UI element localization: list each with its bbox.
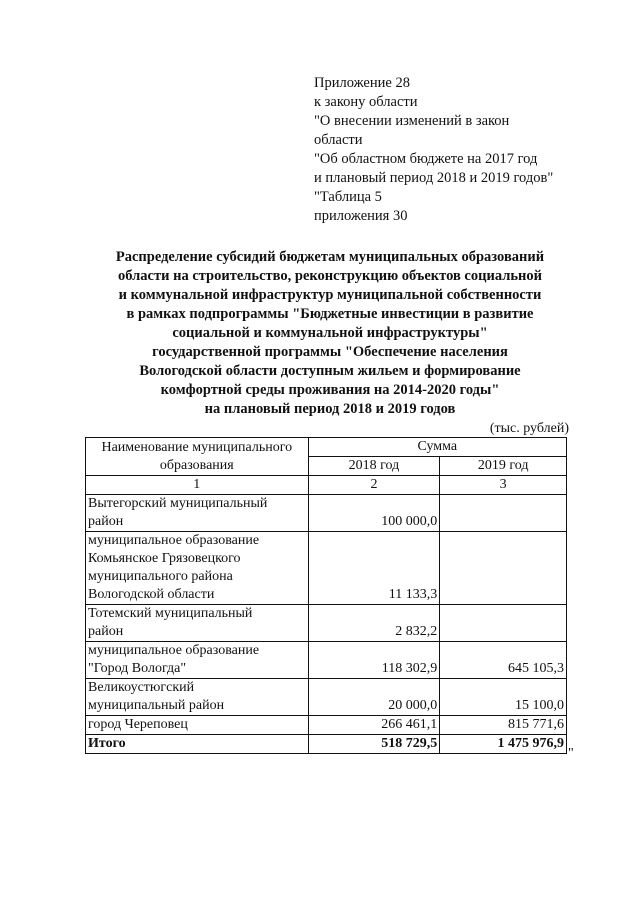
title-line: комфортной среды проживания на 2014-2020 годы" — [160, 382, 500, 398]
title-line: Распределение субсидий бюджетам муниципальных образований — [115, 249, 545, 265]
municipality-name-line: район — [88, 514, 124, 529]
column-number: 3 — [440, 476, 567, 495]
amount-2018-cell: 11 133,3 — [308, 532, 440, 605]
amount-2019-cell: 645 105,3 — [440, 642, 567, 679]
municipality-name-line: муниципального района — [88, 569, 233, 584]
municipality-name-line: район — [88, 624, 124, 639]
units-label: (тыс. рублей) — [489, 421, 569, 436]
amount-2018-cell: 2 832,2 — [308, 605, 440, 642]
total-label-cell: Итого — [86, 735, 309, 754]
title-line: области на строительство, реконструкцию объектов социальной — [118, 268, 542, 284]
title-line: в рамках подпрограммы "Бюджетные инвестиции в развитие — [126, 306, 534, 322]
amount-2019-cell — [440, 605, 567, 642]
appendix-line: "Об областном бюджете на 2017 год — [314, 151, 538, 167]
title-line: социальной и коммунальной инфраструктуры" — [172, 325, 488, 341]
municipality-name-line: Тотемский муниципальный — [88, 606, 253, 621]
amount-2018-cell: 100 000,0 — [308, 495, 440, 532]
amount-2019-cell: 15 100,0 — [440, 679, 567, 716]
total-2018-cell: 518 729,5 — [308, 735, 440, 754]
header-name-cell: Наименование муниципального образования — [86, 438, 309, 476]
table-row — [86, 495, 567, 532]
municipality-name-cell — [86, 642, 309, 679]
title-line: и коммунальной инфраструктур муниципальной собственности — [118, 287, 542, 303]
amount-2019-cell: 815 771,6 — [440, 716, 567, 735]
municipality-name-line: Комьянское Грязовецкого — [88, 551, 241, 566]
municipality-name-line: город Череповец — [88, 717, 188, 732]
document-title — [60, 248, 600, 419]
title-line: государственной программы "Обеспечение населения — [152, 344, 508, 360]
municipality-name-line: "Город Вологда" — [88, 661, 187, 676]
title-line: Вологодской области доступным жильем и формирование — [139, 363, 521, 379]
appendix-line: Приложение 28 — [314, 75, 410, 91]
appendix-line: и плановый период 2018 и 2019 годов" — [314, 170, 554, 186]
table-row — [86, 532, 567, 605]
table-row — [86, 716, 567, 735]
table-row — [86, 642, 567, 679]
municipality-name-cell — [86, 605, 309, 642]
total-2019-cell: 1 475 976,9 — [440, 735, 567, 754]
closing-quote: " — [568, 746, 574, 761]
municipality-name-cell — [86, 679, 309, 716]
appendix-line: "О внесении изменений в закон — [314, 113, 510, 129]
amount-2018-cell: 118 302,9 — [308, 642, 440, 679]
municipality-name-line: муниципальное образование — [88, 643, 260, 658]
header-year-2018: 2018 год — [308, 457, 440, 476]
appendix-line: области — [314, 132, 363, 148]
appendix-line: "Таблица 5 — [314, 189, 382, 205]
appendix-header — [314, 74, 614, 226]
table-row — [86, 679, 567, 716]
table-row — [86, 605, 567, 642]
appendix-line: приложения 30 — [314, 208, 408, 224]
total-row — [86, 735, 567, 754]
municipality-name-cell — [86, 532, 309, 605]
amount-2018-cell: 266 461,1 — [308, 716, 440, 735]
header-year-2019: 2019 год — [440, 457, 567, 476]
municipality-name-line: Великоустюгский — [88, 680, 195, 695]
title-line: на плановый период 2018 и 2019 годов — [204, 401, 456, 417]
subsidy-table — [85, 437, 567, 754]
amount-2019-cell — [440, 532, 567, 605]
amount-2019-cell — [440, 495, 567, 532]
amount-2018-cell: 20 000,0 — [308, 679, 440, 716]
header-sum-cell: Сумма — [308, 438, 566, 457]
municipality-name-line: муниципальный район — [88, 698, 225, 713]
municipality-name-line: Вологодской области — [88, 587, 215, 602]
municipality-name-cell — [86, 716, 309, 735]
appendix-line: к закону области — [314, 94, 418, 110]
header-row — [86, 438, 567, 457]
municipality-name-cell — [86, 495, 309, 532]
municipality-name-line: муниципальное образование — [88, 533, 260, 548]
column-numbers-row — [86, 476, 567, 495]
municipality-name-line: Вытегорский муниципальный — [88, 496, 268, 511]
column-number: 1 — [86, 476, 309, 495]
column-number: 2 — [308, 476, 440, 495]
